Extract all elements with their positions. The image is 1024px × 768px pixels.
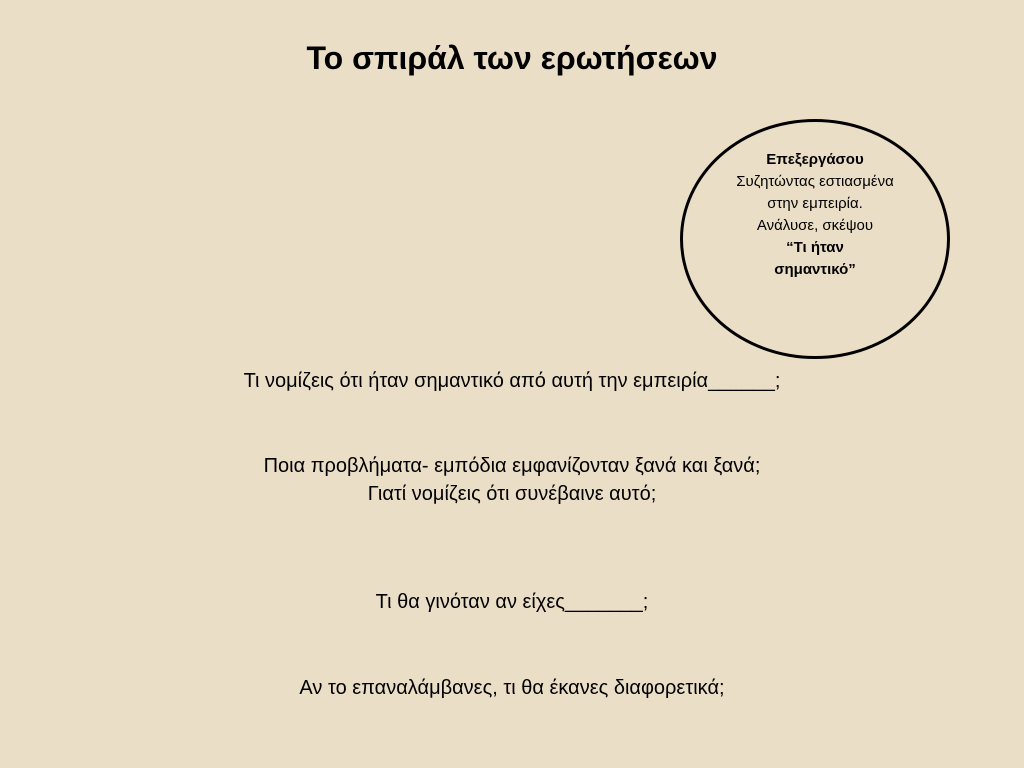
question-1 — [0, 367, 1024, 395]
question-text: Γιατί νομίζεις ότι συνέβαινε αυτό; — [367, 483, 657, 505]
question-text: Ποια προβλήματα- εμπόδια εμφανίζονταν ξανά και ξανά; — [263, 455, 761, 477]
question-4 — [0, 674, 1024, 702]
callout-line-emphasis: σημαντικό” — [774, 261, 856, 278]
question-2 — [0, 452, 1024, 508]
question-3 — [0, 588, 1024, 616]
callout-line: Συζητώντας εστιασμένα — [736, 173, 894, 190]
callout-line-heading: Επεξεργάσου — [766, 151, 864, 168]
slide-title: Το σπιράλ των ερωτήσεων — [306, 40, 718, 76]
callout-line-emphasis: “Τι ήταν — [786, 239, 844, 256]
callout-text — [690, 149, 940, 281]
callout-line: στην εμπειρία. — [767, 195, 863, 212]
question-text: Τι θα γινόταν αν είχες_______; — [375, 591, 649, 613]
question-text: Αν το επαναλάμβανες, τι θα έκανες διαφορετικά; — [299, 677, 725, 699]
callout-line: Ανάλυσε, σκέψου — [756, 217, 874, 234]
question-text: Τι νομίζεις ότι ήταν σημαντικό από αυτή την εμπειρία______; — [243, 370, 781, 392]
